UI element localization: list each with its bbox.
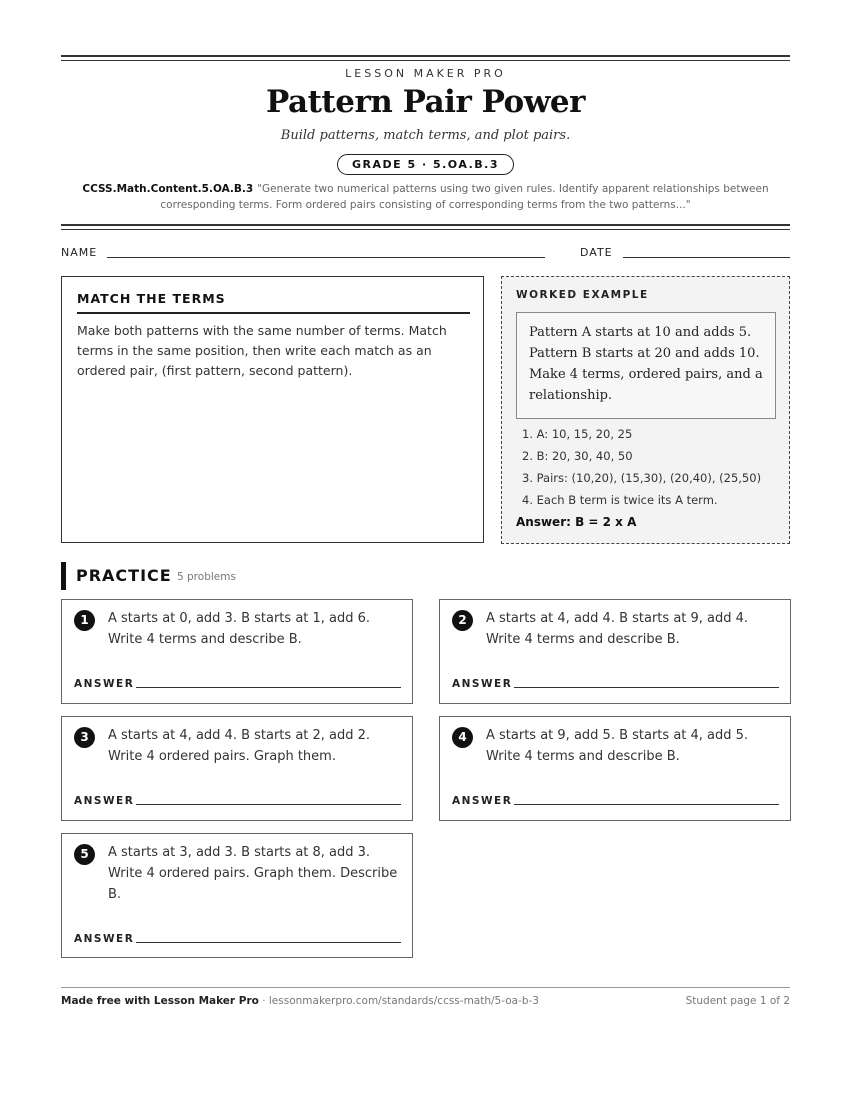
date-field[interactable] xyxy=(623,257,790,258)
match-title: MATCH THE TERMS xyxy=(77,291,470,314)
worked-step: 1. A: 10, 15, 20, 25 xyxy=(522,427,633,441)
problem-number-badge: 5 xyxy=(74,844,95,865)
answer-field[interactable] xyxy=(514,804,779,805)
practice-problem-5 xyxy=(61,833,413,958)
grade-badge: GRADE 5 · 5.OA.B.3 xyxy=(337,154,514,175)
answer-label: ANSWER xyxy=(74,933,135,945)
worked-example-panel xyxy=(501,276,790,544)
standard-description xyxy=(61,181,790,213)
worksheet-subtitle: Build patterns, match terms, and plot pairs. xyxy=(280,128,571,143)
worked-step: 2. B: 20, 30, 40, 50 xyxy=(522,449,633,463)
worked-step: 4. Each B term is twice its A term. xyxy=(522,493,718,507)
match-the-terms-panel xyxy=(61,276,484,543)
footer-page-number: Student page 1 of 2 xyxy=(685,995,790,1007)
match-instructions: Make both patterns with the same number of terms. Match terms in the same position, then write each match as an ordered pair, (first pattern, second pattern). xyxy=(77,323,447,378)
practice-problem-3 xyxy=(61,716,413,821)
top-double-rule xyxy=(61,55,790,61)
worksheet-title: Pattern Pair Power xyxy=(266,84,585,120)
practice-problem-2 xyxy=(439,599,791,704)
worked-example-answer: Answer: B = 2 x A xyxy=(516,515,637,529)
problem-number-badge: 2 xyxy=(452,610,473,631)
name-field[interactable] xyxy=(107,257,545,258)
answer-label: ANSWER xyxy=(74,795,135,807)
answer-field[interactable] xyxy=(514,687,779,688)
problem-number-badge: 1 xyxy=(74,610,95,631)
problem-number-badge: 3 xyxy=(74,727,95,748)
date-label: DATE xyxy=(580,246,613,259)
answer-label: ANSWER xyxy=(74,678,135,690)
problem-text: A starts at 4, add 4. B starts at 2, add 2. Write 4 ordered pairs. Graph them. xyxy=(108,728,371,764)
answer-label: ANSWER xyxy=(452,795,513,807)
footer-rule xyxy=(61,987,790,988)
worked-example-title: WORKED EXAMPLE xyxy=(516,289,649,301)
footer-credit xyxy=(61,995,539,1007)
practice-count: 5 problems xyxy=(177,571,236,583)
answer-label: ANSWER xyxy=(452,678,513,690)
name-label: NAME xyxy=(61,246,98,259)
problem-number-badge: 4 xyxy=(452,727,473,748)
worked-example-steps xyxy=(522,423,782,511)
problem-text: A starts at 0, add 3. B starts at 1, add 6. Write 4 terms and describe B. xyxy=(108,611,371,647)
standard-text: "Generate two numerical patterns using two given rules. Identify apparent relationships between corresponding terms. Form ordered pairs consisting of corresponding terms from the two patterns..." xyxy=(160,183,769,211)
worked-step: 3. Pairs: (10,20), (15,30), (20,40), (25,50) xyxy=(522,471,762,485)
header-bottom-double-rule xyxy=(61,224,790,230)
problem-text: A starts at 9, add 5. B starts at 4, add 5. Write 4 terms and describe B. xyxy=(486,728,749,764)
problem-text: A starts at 3, add 3. B starts at 8, add 3. Write 4 ordered pairs. Graph them. Describe B. xyxy=(108,845,398,902)
worked-example-problem: Pattern A starts at 10 and adds 5. Pattern B starts at 20 and adds 10. Make 4 terms, ordered pairs, and a relationship. xyxy=(516,312,776,419)
answer-field[interactable] xyxy=(136,687,401,688)
practice-title: PRACTICE xyxy=(76,566,172,585)
answer-field[interactable] xyxy=(136,804,401,805)
name-date-row xyxy=(61,246,790,260)
standard-code: CCSS.Math.Content.5.OA.B.3 xyxy=(82,183,254,195)
answer-field[interactable] xyxy=(136,942,401,943)
problem-text: A starts at 4, add 4. B starts at 9, add 4. Write 4 terms and describe B. xyxy=(486,611,749,647)
footer-url[interactable]: · lessonmakerpro.com/standards/ccss-math/5-oa-b-3 xyxy=(262,995,539,1007)
brand-name: LESSON MAKER PRO xyxy=(345,67,506,80)
footer-made-with: Made free with Lesson Maker Pro xyxy=(61,995,259,1007)
practice-problem-1 xyxy=(61,599,413,704)
practice-accent-bar xyxy=(61,562,66,590)
practice-problem-4 xyxy=(439,716,791,821)
